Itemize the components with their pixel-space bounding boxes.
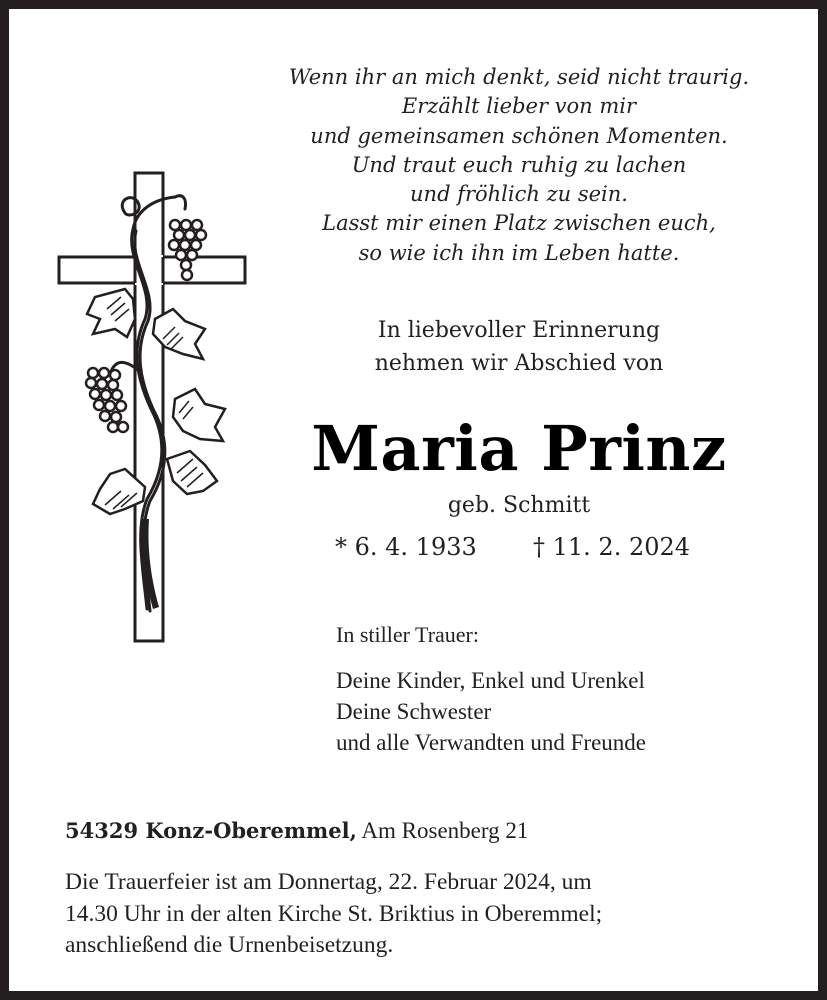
intro-text <box>309 314 729 380</box>
poem-line: Wenn ihr an mich denkt, seid nicht traurig. <box>288 65 750 89</box>
cross-with-grapevine-icon <box>55 169 250 647</box>
poem-line: und fröhlich zu sein. <box>410 182 628 207</box>
death-date: † 11. 2. 2024 <box>533 533 691 561</box>
mourners-heading: In stiller Trauer: <box>336 622 479 647</box>
ceremony-info <box>65 867 795 962</box>
mourners-list <box>336 665 646 758</box>
poem-line: Erzählt lieber von mir <box>401 94 637 119</box>
address-place: 54329 Konz-Oberemmel, <box>65 818 357 843</box>
poem-line: und gemeinsamen schönen Momenten. <box>310 123 728 148</box>
maiden-name: geb. Schmitt <box>447 493 591 518</box>
ceremony-line: anschließend die Urnenbeisetzung. <box>65 932 394 958</box>
ceremony-line: 14.30 Uhr in der alten Kirche St. Briktius in Oberemmel; <box>65 900 603 927</box>
deceased-name: Maria Prinz <box>311 412 727 485</box>
poem-line: so wie ich ihn im Leben hatte. <box>358 240 680 265</box>
address-street: Am Rosenberg 21 <box>361 818 529 843</box>
mourner-line: Deine Kinder, Enkel und Urenkel <box>336 668 645 693</box>
mourner-line: und alle Verwandten und Freunde <box>336 730 646 755</box>
poem-line: Und traut euch ruhig zu lachen <box>351 152 687 177</box>
poem-line: Lasst mir einen Platz zwischen euch, <box>322 211 716 236</box>
birth-date: * 6. 4. 1933 <box>335 533 477 561</box>
ceremony-line: Die Trauerfeier ist am Donnertag, 22. Februar 2024, um <box>65 869 592 895</box>
poem <box>259 63 779 268</box>
mourner-line: Deine Schwester <box>336 699 492 724</box>
intro-line-1: In liebevoller Erinnerung <box>377 318 661 343</box>
intro-line-2: nehmen wir Abschied von <box>374 351 664 376</box>
address <box>65 815 528 847</box>
life-dates <box>335 530 690 564</box>
